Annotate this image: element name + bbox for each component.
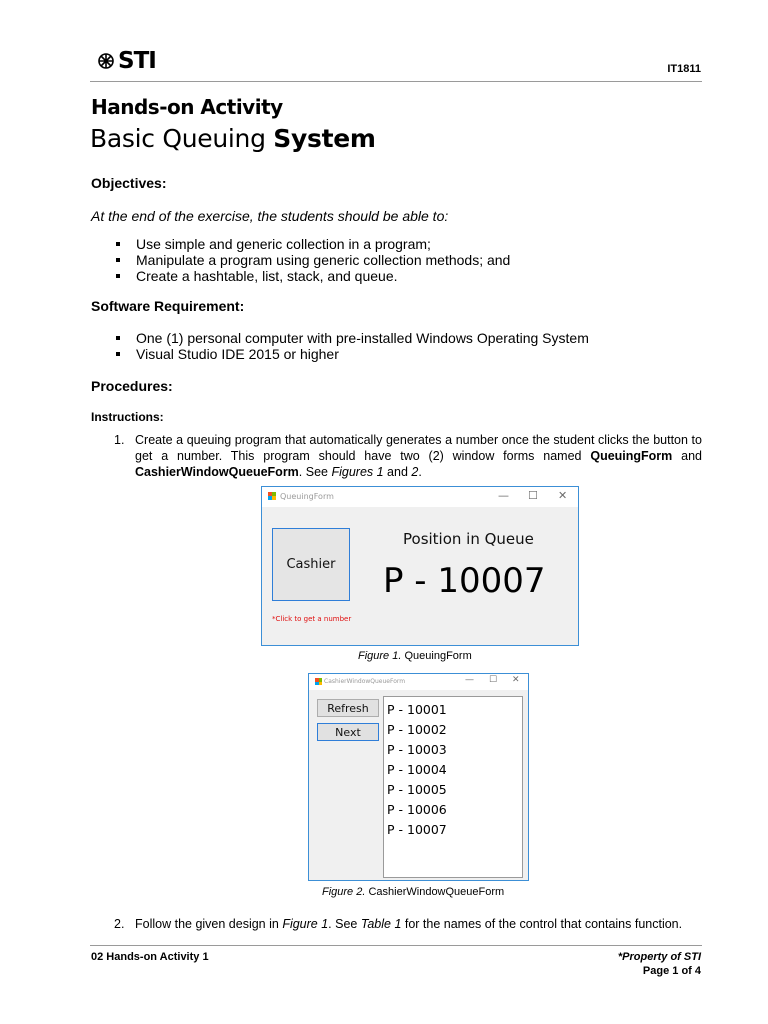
close-icon[interactable]: ✕ (512, 675, 520, 685)
maximize-icon[interactable]: ☐ (528, 489, 538, 502)
title-bold: System (273, 124, 376, 153)
step-text-part: Follow the given design in (135, 917, 283, 931)
footer-divider (90, 945, 702, 946)
queue-list-item[interactable]: P - 10005 (387, 782, 447, 797)
step-text-part: . (418, 465, 422, 479)
click-note: *Click to get a number (272, 615, 352, 623)
caption-text: QueuingForm (401, 650, 472, 662)
queue-list-item[interactable]: P - 10004 (387, 762, 447, 777)
objectives-intro: At the end of the exercise, the students should be able to: (91, 208, 449, 224)
cashier-window-queue-form-window (308, 673, 529, 881)
procedures-heading: Procedures: (91, 378, 173, 394)
footer-activity-label: 02 Hands-on Activity 1 (91, 951, 209, 963)
activity-label: Hands-on Activity (91, 95, 283, 119)
step-text-part: and (383, 465, 412, 479)
queue-list (384, 697, 522, 840)
window-titlebar (262, 487, 578, 507)
objectives-heading: Objectives: (91, 175, 167, 191)
queue-listbox[interactable] (383, 696, 523, 878)
document-code: IT1811 (667, 63, 701, 75)
step-text-part: . See (328, 917, 361, 931)
instructions-label: Instructions: (91, 410, 164, 424)
caption-label: Figure 2. (322, 886, 366, 898)
step-number: 2. (114, 917, 125, 931)
queue-list-item[interactable]: P - 10002 (387, 722, 447, 737)
step-text-part: for the names of the control that contains function. (401, 917, 683, 931)
title-regular: Basic Queuing (90, 124, 274, 153)
footer-property-note: *Property of STI (617, 951, 701, 963)
queue-number: P - 10007 (383, 561, 546, 601)
step-2 (114, 916, 704, 932)
form-name: CashierWindowQueueForm (135, 465, 299, 479)
step-1 (114, 432, 704, 480)
page-title (90, 124, 376, 153)
queuing-form-window (261, 486, 579, 646)
step-text-part: and (672, 449, 702, 463)
window-titlebar (309, 674, 528, 690)
step-number: 1. (114, 433, 125, 447)
list-item: Use simple and generic collection in a program; (114, 236, 510, 252)
window-title: CashierWindowQueueForm (324, 678, 406, 685)
figure-reference: Figure 1 (282, 917, 329, 931)
app-icon (315, 678, 322, 685)
form-name: QueuingForm (590, 449, 673, 463)
figure-reference: Figures 1 (331, 465, 384, 479)
figure-reference: 2 (411, 465, 419, 479)
objectives-list (114, 236, 510, 284)
software-heading: Software Requirement: (91, 298, 245, 314)
step-text-part: . See (298, 465, 332, 479)
step-text (135, 916, 702, 932)
queue-list-item[interactable]: P - 10003 (387, 742, 447, 757)
sti-logo-mark-icon (96, 50, 116, 72)
cashier-button[interactable]: Cashier (272, 528, 350, 601)
queue-list-item[interactable]: P - 10001 (387, 702, 447, 717)
minimize-icon[interactable]: — (465, 675, 474, 685)
step-text-part: Create a queuing program that automatically generates a number once the student clicks the button to get a number. This program should have two (2) window forms named (135, 433, 702, 463)
header-divider (90, 81, 702, 82)
footer-page-number: Page 1 of 4 (642, 965, 701, 977)
list-item: Create a hashtable, list, stack, and queue. (114, 268, 510, 284)
logo-text: STI (118, 48, 156, 74)
next-button[interactable]: Next (317, 723, 379, 741)
step-text (135, 432, 702, 480)
list-item: Visual Studio IDE 2015 or higher (114, 346, 589, 362)
minimize-icon[interactable]: — (498, 489, 509, 502)
figure-2-caption (322, 886, 504, 898)
close-icon[interactable]: ✕ (558, 489, 568, 502)
maximize-icon[interactable]: ☐ (489, 675, 498, 685)
table-reference: Table 1 (360, 917, 402, 931)
caption-text: CashierWindowQueueForm (365, 886, 505, 898)
list-item: One (1) personal computer with pre-installed Windows Operating System (114, 330, 589, 346)
queue-list-item[interactable]: P - 10006 (387, 802, 447, 817)
queue-list-item[interactable]: P - 10007 (387, 822, 447, 837)
window-title: QueuingForm (280, 492, 334, 501)
software-list (114, 330, 589, 362)
app-icon (268, 492, 276, 500)
refresh-button[interactable]: Refresh (317, 699, 379, 717)
caption-label: Figure 1. (358, 650, 402, 662)
list-item: Manipulate a program using generic collection methods; and (114, 252, 510, 268)
position-label: Position in Queue (403, 530, 534, 548)
sti-logo (96, 48, 156, 74)
figure-1-caption (358, 650, 472, 662)
